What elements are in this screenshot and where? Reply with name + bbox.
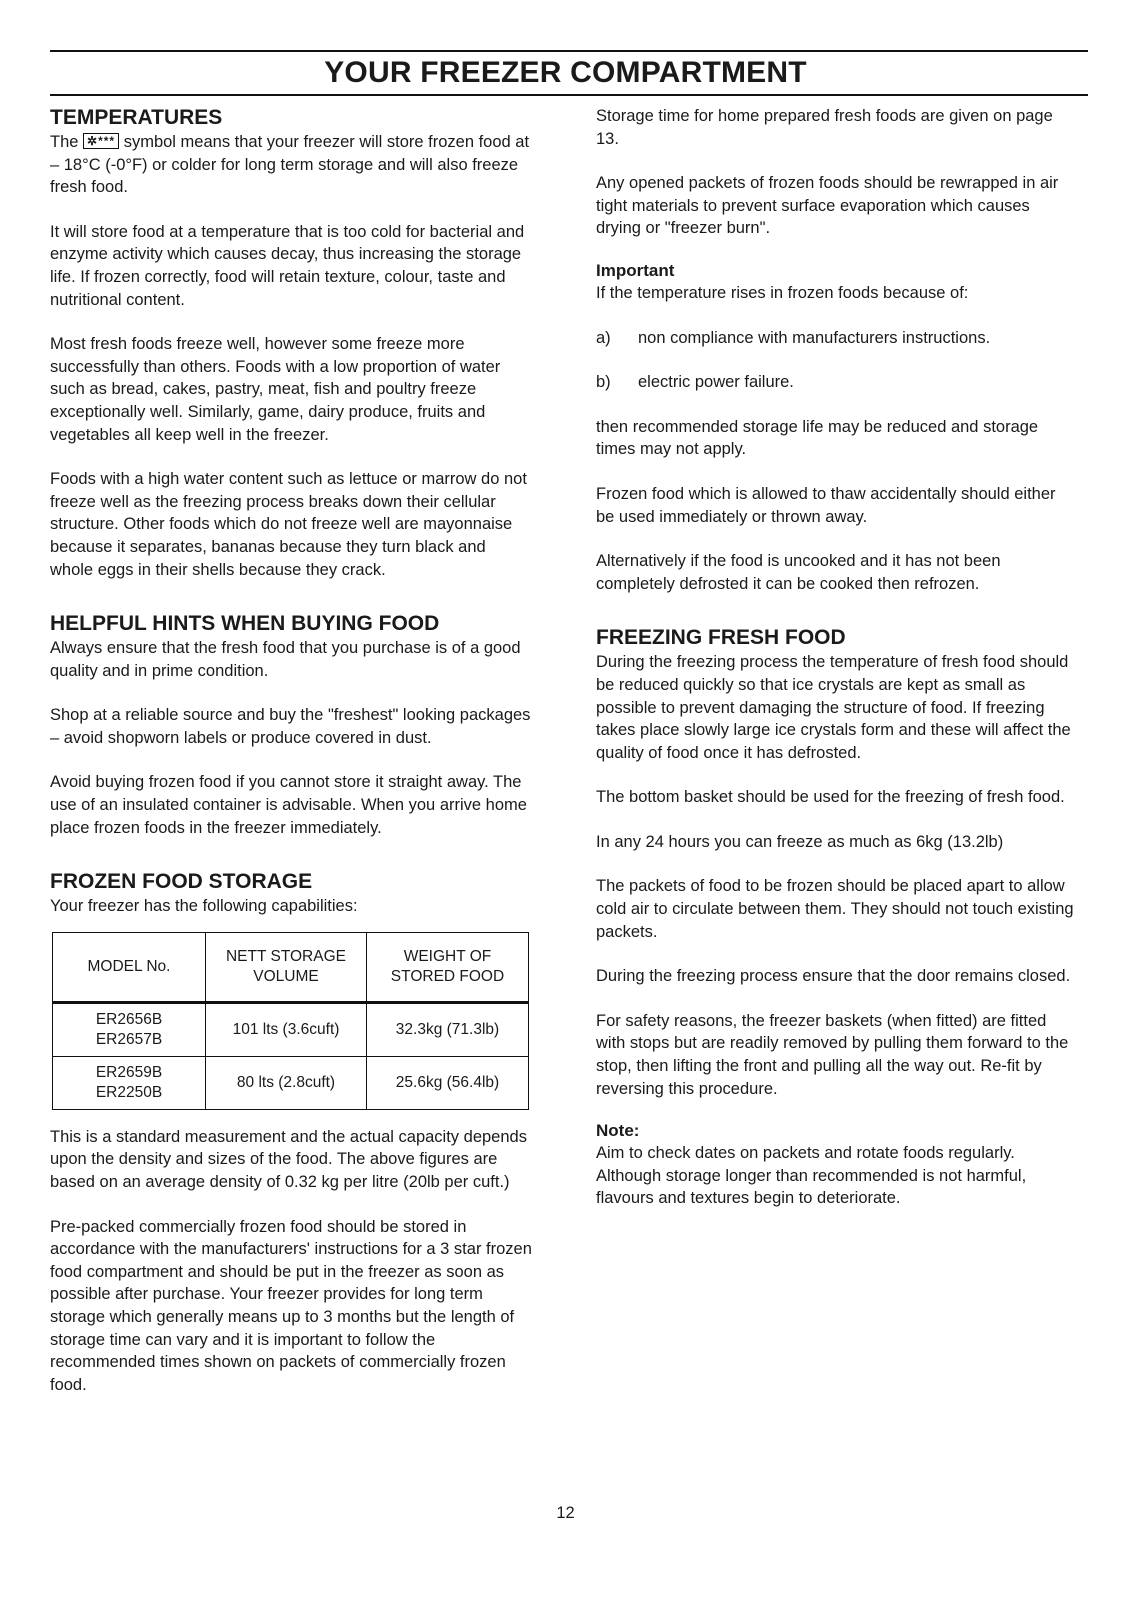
right-paragraph-3: Frozen food which is allowed to thaw accidentally should either be used immediately or thrown away. [596,484,1056,526]
list-item-marker: a) [596,328,611,347]
cell-volume: 80 lts (2.8cuft) [206,1056,367,1109]
storage-paragraph-2: Pre-packed commercially frozen food should be stored in accordance with the manufacturers' instructions for a 3 star frozen food compartment and should be put in the freezer as soon as possible after purchase. Your freezer provides for long term storage which generally means up to 3 months but the length of storage time can vary and it is important to follow the recommended times shown on packets of commercially frozen food. [50,1217,532,1394]
right-paragraph-4: Alternatively if the food is uncooked and it has not been completely defrosted it can be cooked then refrozen. [596,552,1001,593]
right-paragraph-2: Any opened packets of frozen foods should be rewrapped in air tight materials to prevent surface evaporation which causes drying or "freezer burn". [596,174,1059,238]
table-header-row [53,932,529,1002]
temperatures-p1-end: symbol means that your freezer will store frozen food at – 18°C (-0°F) or colder for long term storage and will also freeze fresh food. [50,133,530,197]
right-column [596,105,1078,1210]
note-text: Aim to check dates on packets and rotate foods regularly. Although storage longer than recommended is not harmful, flavours and textures begin to deteriorate. [596,1144,1027,1208]
page-title: YOUR FREEZER COMPARTMENT [324,56,807,89]
four-star-freezer-icon: ✲*** [83,133,119,149]
capacity-table [52,932,529,1110]
table-row [53,1002,529,1056]
storage-intro: Your freezer has the following capabilities: [50,897,358,916]
list-item-marker: b) [596,373,611,392]
important-heading: Important [596,260,675,280]
temperatures-p1-start: The [50,133,79,151]
temperatures-paragraph-1 [50,131,532,199]
freezing-paragraph-5: During the freezing process ensure that the door remains closed. [596,967,1071,986]
helpful-hints-heading: HELPFUL HINTS WHEN BUYING FOOD [50,612,440,636]
frozen-food-storage-heading: FROZEN FOOD STORAGE [50,870,313,894]
freezing-paragraph-3: In any 24 hours you can freeze as much as 6kg (13.2lb) [596,832,1004,851]
note-heading: Note: [596,1121,640,1141]
title-rule [50,94,1088,96]
storage-paragraph-1: This is a standard measurement and the actual capacity depends upon the density and sizes of the food. The above figures are based on an average density of 0.32 kg per litre (20lb per cuft.) [50,1127,527,1192]
frozen-food-storage-section [50,869,532,1396]
cell-volume: 101 lts (3.6cuft) [206,1002,367,1056]
important-section [596,260,1078,461]
important-after: then recommended storage life may be reduced and storage times may not apply. [596,417,1039,459]
freezing-paragraph-6: For safety reasons, the freezer baskets (when fitted) are fitted with stops but are readily removed by pulling them forward to the stop, then lifting the front and pulling all the way out. Re-fit by reversing this procedure. [596,1011,1069,1098]
cell-model: ER2659B ER2250B [53,1056,206,1109]
right-paragraph-1: Storage time for home prepared fresh foods are given on page 13. [596,107,1053,148]
freezing-paragraph-1: During the freezing process the temperature of fresh food should be reduced quickly so that ice crystals are kept as small as possible to prevent damaging the structure of food. If freezing takes place slowly large ice crystals form and these will affect the quality of food once it has defrosted. [596,653,1071,762]
cell-weight: 32.3kg (71.3lb) [367,1002,529,1056]
table-row [53,1056,529,1109]
freezing-paragraph-2: The bottom basket should be used for the freezing of fresh food. [596,788,1065,807]
list-item-text: electric power failure. [638,373,794,392]
list-item [596,327,1078,350]
freezing-fresh-food-heading: FREEZING FRESH FOOD [596,626,846,650]
note-section [596,1120,1078,1210]
temperatures-heading: TEMPERATURES [50,106,223,129]
hints-paragraph-2: Shop at a reliable source and buy the "freshest" looking packages – avoid shopworn labels or produce covered in dust. [50,706,531,747]
top-rule [50,50,1088,52]
cell-model: ER2656B ER2657B [53,1002,206,1056]
header-volume: NETT STORAGE VOLUME [206,932,367,1002]
header-weight: WEIGHT OF STORED FOOD [367,932,529,1002]
list-item-text: non compliance with manufacturers instructions. [638,328,991,347]
temperatures-paragraph-3: Most fresh foods freeze well, however some freeze more successfully than others. Foods with a low proportion of water such as bread, cakes, pastry, meat, fish and poultry freeze exceptionally well. Similarly, game, dairy produce, fruits and vegetables all keep well in the freezer. [50,335,501,444]
cell-weight: 25.6kg (56.4lb) [367,1056,529,1109]
list-item [596,371,1078,394]
left-column [50,105,532,1396]
temperatures-paragraph-4: Foods with a high water content such as lettuce or marrow do not freeze well as the freezing process breaks down their cellular structure. Other foods which do not freeze well are mayonnaise because it separates, bananas because they turn black and whole eggs in their shells because they crack. [50,470,527,579]
hints-paragraph-1: Always ensure that the fresh food that you purchase is of a good quality and in prime condition. [50,639,521,680]
temperatures-section [50,105,532,581]
important-intro: If the temperature rises in frozen foods because of: [596,283,969,302]
header-model: MODEL No. [53,932,206,1002]
hints-paragraph-3: Avoid buying frozen food if you cannot store it straight away. The use of an insulated container is advisable. When you arrive home place frozen foods in the freezer immediately. [50,773,527,837]
temperatures-paragraph-2: It will store food at a temperature that is too cold for bacterial and enzyme activity which causes decay, thus increasing the storage life. If frozen correctly, food will retain texture, colour, taste and nutritional content. [50,222,525,309]
freezing-fresh-food-section [596,625,1078,1100]
page-number: 12 [556,1504,575,1522]
freezing-paragraph-4: The packets of food to be frozen should be placed apart to allow cold air to circulate between them. They should not touch existing packets. [596,877,1074,941]
helpful-hints-section [50,611,532,839]
